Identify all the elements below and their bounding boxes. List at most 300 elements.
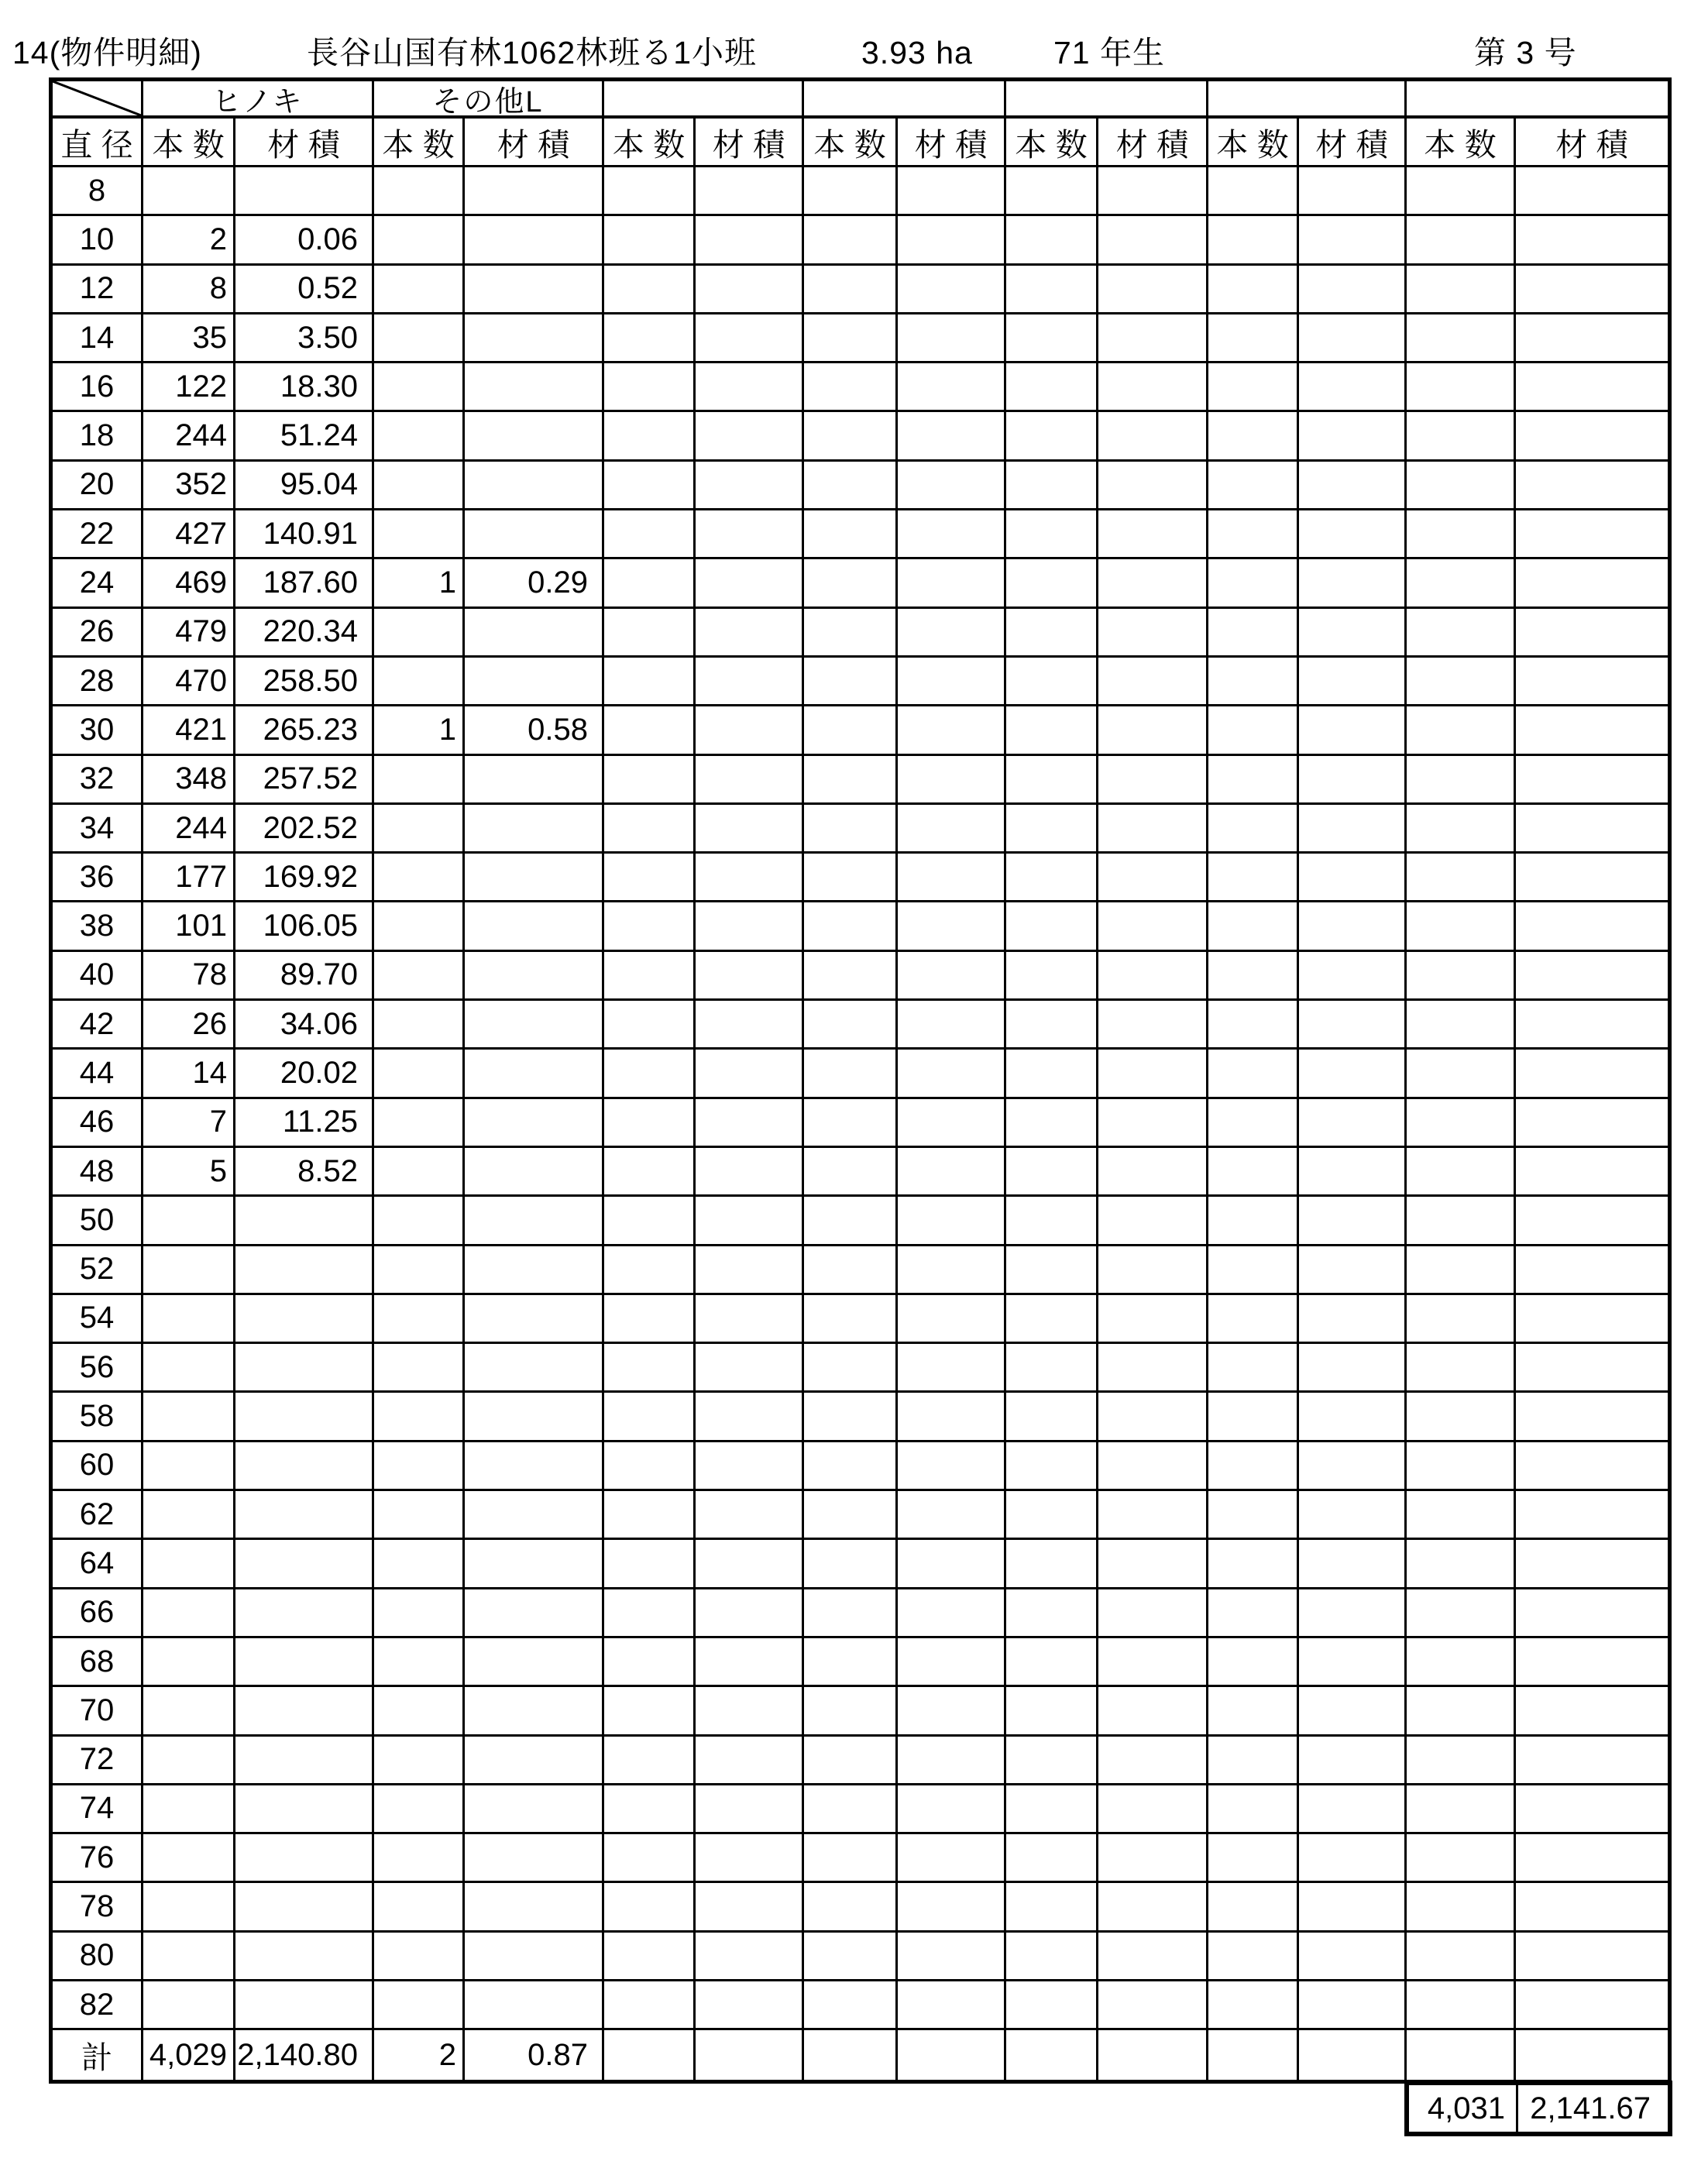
count-cell (1407, 805, 1516, 854)
volume-cell (1299, 559, 1407, 608)
diameter-cell: 38 (53, 902, 143, 951)
volume-cell (1299, 1933, 1407, 1981)
volume-column-header: 材 積 (1516, 119, 1668, 167)
volume-cell (696, 1050, 804, 1098)
diameter-cell: 22 (53, 510, 143, 559)
count-cell (1208, 1981, 1299, 2030)
count-cell: 35 (143, 314, 235, 363)
volume-cell (1098, 1737, 1208, 1785)
count-cell (143, 1883, 235, 1932)
count-cell (804, 1540, 898, 1589)
volume-cell (898, 1687, 1006, 1736)
diameter-cell: 74 (53, 1785, 143, 1834)
volume-cell (1299, 1001, 1407, 1050)
count-cell (374, 658, 465, 706)
count-cell (604, 658, 696, 706)
count-cell (604, 462, 696, 510)
count-cell (804, 1883, 898, 1932)
volume-cell: 11.25 (235, 1099, 374, 1148)
volume-cell (898, 216, 1006, 265)
volume-cell: 220.34 (235, 609, 374, 658)
count-cell (604, 510, 696, 559)
volume-cell (696, 1540, 804, 1589)
count-cell (804, 1099, 898, 1148)
volume-cell (1098, 412, 1208, 461)
volume-cell (898, 2030, 1006, 2080)
volume-cell (898, 952, 1006, 1001)
volume-cell (1516, 1540, 1668, 1589)
count-cell (1006, 216, 1098, 265)
count-cell (804, 952, 898, 1001)
count-cell (604, 2030, 696, 2080)
volume-cell (898, 1737, 1006, 1785)
species-group-header (1208, 81, 1407, 119)
count-cell (374, 1687, 465, 1736)
species-group-header (1006, 81, 1208, 119)
count-column-header: 本 数 (374, 119, 465, 167)
volume-cell (1098, 1785, 1208, 1834)
count-cell (604, 1344, 696, 1393)
count-cell (804, 363, 898, 412)
count-cell (1208, 1099, 1299, 1148)
volume-cell (1299, 902, 1407, 951)
volume-cell (1098, 1442, 1208, 1491)
count-column-header: 本 数 (1208, 119, 1299, 167)
count-cell (143, 1491, 235, 1540)
volume-cell (696, 1834, 804, 1883)
corner-diagonal-cell (53, 81, 143, 119)
volume-cell (1516, 462, 1668, 510)
count-cell (1407, 1638, 1516, 1687)
age-text: 71 年生 (1053, 35, 1165, 70)
volume-cell (235, 167, 374, 216)
count-cell (374, 1001, 465, 1050)
volume-cell (898, 1344, 1006, 1393)
count-cell (604, 952, 696, 1001)
count-cell (604, 1393, 696, 1442)
species-group-header: その他L (374, 81, 604, 119)
count-cell (143, 1933, 235, 1981)
count-cell (1407, 658, 1516, 706)
count-cell (1208, 1785, 1299, 1834)
volume-cell (1516, 854, 1668, 902)
count-cell (1006, 756, 1098, 805)
count-cell (804, 2030, 898, 2080)
volume-cell (898, 412, 1006, 461)
volume-cell (1516, 1785, 1668, 1834)
count-cell: 101 (143, 902, 235, 951)
volume-cell (1098, 462, 1208, 510)
volume-cell: 0.52 (235, 266, 374, 314)
diagonal-line-icon (53, 81, 141, 115)
count-cell (1006, 266, 1098, 314)
diameter-cell: 82 (53, 1981, 143, 2030)
volume-cell (898, 510, 1006, 559)
volume-cell (465, 1491, 604, 1540)
volume-cell: 34.06 (235, 1001, 374, 1050)
volume-cell (1098, 363, 1208, 412)
count-cell (1208, 1883, 1299, 1932)
volume-cell (235, 1933, 374, 1981)
volume-cell (696, 167, 804, 216)
count-cell (804, 1785, 898, 1834)
volume-cell (465, 756, 604, 805)
diameter-cell: 72 (53, 1737, 143, 1785)
count-cell (604, 1834, 696, 1883)
count-cell (1407, 314, 1516, 363)
volume-cell (235, 1540, 374, 1589)
volume-cell (465, 609, 604, 658)
count-cell (1006, 1491, 1098, 1540)
count-cell (374, 1295, 465, 1344)
count-cell (804, 1933, 898, 1981)
volume-cell: 140.91 (235, 510, 374, 559)
count-cell (604, 1246, 696, 1295)
count-cell (1407, 412, 1516, 461)
count-cell (1006, 1540, 1098, 1589)
volume-cell (1098, 1393, 1208, 1442)
count-cell (1006, 952, 1098, 1001)
count-cell (604, 412, 696, 461)
count-cell (604, 1491, 696, 1540)
volume-cell (1516, 1148, 1668, 1197)
count-cell (374, 1540, 465, 1589)
volume-cell: 95.04 (235, 462, 374, 510)
volume-cell (1516, 952, 1668, 1001)
diameter-cell: 62 (53, 1491, 143, 1540)
count-cell (604, 363, 696, 412)
volume-cell (696, 1295, 804, 1344)
count-cell (804, 510, 898, 559)
count-cell (804, 1393, 898, 1442)
volume-cell (465, 314, 604, 363)
volume-cell (1299, 1589, 1407, 1638)
count-cell (604, 1540, 696, 1589)
volume-cell (1516, 805, 1668, 854)
volume-cell (1516, 1099, 1668, 1148)
volume-cell (696, 658, 804, 706)
count-cell (1407, 266, 1516, 314)
volume-cell (1098, 266, 1208, 314)
count-cell (1006, 1442, 1098, 1491)
diameter-cell: 52 (53, 1246, 143, 1295)
count-cell (804, 1148, 898, 1197)
count-cell (1006, 1933, 1098, 1981)
volume-cell (1516, 412, 1668, 461)
count-cell (1006, 854, 1098, 902)
volume-cell (1098, 1883, 1208, 1932)
volume-cell (1299, 1834, 1407, 1883)
volume-cell: 0.87 (465, 2030, 604, 2080)
count-cell (374, 952, 465, 1001)
volume-cell (898, 756, 1006, 805)
volume-cell (465, 1540, 604, 1589)
volume-cell (1098, 952, 1208, 1001)
forest-title: 長谷山国有林1062林班る1小班 (307, 35, 758, 70)
volume-cell (1516, 363, 1668, 412)
count-cell (374, 510, 465, 559)
count-cell (1208, 805, 1299, 854)
volume-column-header: 材 積 (465, 119, 604, 167)
count-cell (804, 559, 898, 608)
count-cell (804, 1981, 898, 2030)
volume-cell (696, 2030, 804, 2080)
count-cell (1006, 1246, 1098, 1295)
count-cell (1006, 609, 1098, 658)
count-cell (1208, 363, 1299, 412)
count-cell (374, 609, 465, 658)
volume-cell (1299, 1638, 1407, 1687)
count-cell (804, 167, 898, 216)
volume-cell (465, 1883, 604, 1932)
volume-cell (1299, 462, 1407, 510)
count-cell (1208, 412, 1299, 461)
volume-cell (898, 1197, 1006, 1246)
volume-cell (898, 1834, 1006, 1883)
diameter-cell: 18 (53, 412, 143, 461)
count-cell (1407, 1737, 1516, 1785)
diameter-cell: 50 (53, 1197, 143, 1246)
volume-cell (1299, 854, 1407, 902)
count-cell (604, 1883, 696, 1932)
volume-cell (1516, 658, 1668, 706)
count-cell (1006, 1638, 1098, 1687)
count-cell (804, 756, 898, 805)
count-cell (1208, 658, 1299, 706)
count-cell (604, 1148, 696, 1197)
volume-cell (235, 1883, 374, 1932)
count-cell (374, 1344, 465, 1393)
volume-cell (235, 1393, 374, 1442)
diameter-cell: 34 (53, 805, 143, 854)
volume-cell (465, 1687, 604, 1736)
grand-total-count: 4,031 (1409, 2085, 1518, 2132)
volume-cell (1516, 756, 1668, 805)
volume-cell (1098, 902, 1208, 951)
volume-cell (1516, 1246, 1668, 1295)
count-cell (1208, 1442, 1299, 1491)
count-cell (374, 756, 465, 805)
count-cell (804, 1834, 898, 1883)
volume-cell (1516, 1883, 1668, 1932)
volume-cell (465, 902, 604, 951)
volume-cell (696, 1001, 804, 1050)
count-cell (804, 1001, 898, 1050)
count-cell (374, 1737, 465, 1785)
count-cell (1407, 216, 1516, 265)
volume-cell (898, 1981, 1006, 2030)
count-cell (1006, 1148, 1098, 1197)
diameter-cell: 14 (53, 314, 143, 363)
count-cell (143, 1638, 235, 1687)
count-cell (1407, 1883, 1516, 1932)
volume-cell (1098, 1099, 1208, 1148)
count-cell: 348 (143, 756, 235, 805)
count-cell (1407, 854, 1516, 902)
volume-cell (696, 266, 804, 314)
volume-cell (1299, 266, 1407, 314)
count-cell: 470 (143, 658, 235, 706)
count-cell (1006, 363, 1098, 412)
count-cell (1208, 559, 1299, 608)
volume-cell (1516, 1442, 1668, 1491)
volume-cell: 3.50 (235, 314, 374, 363)
volume-cell (465, 1393, 604, 1442)
count-cell (604, 902, 696, 951)
count-cell (804, 805, 898, 854)
volume-cell (1516, 1737, 1668, 1785)
volume-cell (898, 1246, 1006, 1295)
volume-cell (898, 1050, 1006, 1098)
volume-cell (235, 1491, 374, 1540)
count-cell (1407, 2030, 1516, 2080)
count-cell (1006, 1883, 1098, 1932)
count-cell (1407, 363, 1516, 412)
volume-cell: 8.52 (235, 1148, 374, 1197)
volume-cell (696, 1344, 804, 1393)
count-cell (1006, 412, 1098, 461)
volume-cell (1299, 1295, 1407, 1344)
volume-cell (1516, 1295, 1668, 1344)
diameter-cell: 42 (53, 1001, 143, 1050)
count-cell (1006, 706, 1098, 755)
count-cell (1208, 1737, 1299, 1785)
count-cell (804, 854, 898, 902)
count-cell (1006, 1785, 1098, 1834)
count-cell (1006, 1589, 1098, 1638)
count-cell (374, 1197, 465, 1246)
volume-cell (465, 1246, 604, 1295)
count-cell (1006, 1687, 1098, 1736)
count-cell (1006, 658, 1098, 706)
volume-cell (235, 1344, 374, 1393)
volume-cell (465, 1638, 604, 1687)
volume-cell (1299, 1442, 1407, 1491)
count-cell (1208, 314, 1299, 363)
volume-cell (465, 1099, 604, 1148)
diameter-cell: 40 (53, 952, 143, 1001)
volume-cell (898, 1148, 1006, 1197)
volume-cell (465, 412, 604, 461)
volume-cell (696, 1737, 804, 1785)
count-cell (1208, 2030, 1299, 2080)
count-cell (143, 1785, 235, 1834)
count-cell: 421 (143, 706, 235, 755)
species-group-header: ヒノキ (143, 81, 374, 119)
volume-cell (235, 1442, 374, 1491)
count-cell (1208, 1393, 1299, 1442)
diameter-column-header: 直 径 (53, 119, 143, 167)
count-cell (374, 1491, 465, 1540)
volume-cell (1516, 1687, 1668, 1736)
count-cell (604, 706, 696, 755)
volume-column-header: 材 積 (1299, 119, 1407, 167)
count-cell: 8 (143, 266, 235, 314)
volume-cell (898, 1638, 1006, 1687)
count-cell: 7 (143, 1099, 235, 1148)
volume-cell (696, 902, 804, 951)
volume-cell (898, 314, 1006, 363)
count-cell (804, 1638, 898, 1687)
count-cell (604, 1687, 696, 1736)
volume-cell (1098, 854, 1208, 902)
count-cell (1208, 609, 1299, 658)
count-cell (604, 167, 696, 216)
volume-cell (1299, 216, 1407, 265)
volume-cell (1299, 1246, 1407, 1295)
volume-cell (1098, 167, 1208, 216)
count-cell: 14 (143, 1050, 235, 1098)
count-cell (374, 167, 465, 216)
volume-cell (1299, 1344, 1407, 1393)
volume-cell (465, 952, 604, 1001)
count-cell: 78 (143, 952, 235, 1001)
count-cell: 122 (143, 363, 235, 412)
count-cell (374, 1834, 465, 1883)
count-cell (604, 805, 696, 854)
volume-cell: 265.23 (235, 706, 374, 755)
volume-cell (1299, 314, 1407, 363)
count-cell (1208, 1491, 1299, 1540)
volume-cell: 0.29 (465, 559, 604, 608)
volume-cell (898, 609, 1006, 658)
count-cell (1407, 1442, 1516, 1491)
count-cell (1208, 1344, 1299, 1393)
volume-column-header: 材 積 (235, 119, 374, 167)
volume-cell (696, 1491, 804, 1540)
diameter-cell: 48 (53, 1148, 143, 1197)
count-cell (1208, 1050, 1299, 1098)
volume-cell (465, 216, 604, 265)
count-cell (1006, 1001, 1098, 1050)
volume-cell (696, 1589, 804, 1638)
count-cell (1006, 510, 1098, 559)
count-cell (804, 1589, 898, 1638)
count-cell (604, 854, 696, 902)
volume-cell (696, 462, 804, 510)
count-cell (1006, 1393, 1098, 1442)
volume-cell (1098, 756, 1208, 805)
volume-cell: 0.58 (465, 706, 604, 755)
volume-cell: 89.70 (235, 952, 374, 1001)
diameter-cell: 30 (53, 706, 143, 755)
volume-cell (1516, 167, 1668, 216)
count-cell (1006, 559, 1098, 608)
count-cell (143, 1540, 235, 1589)
volume-cell (1516, 1050, 1668, 1098)
count-cell (1208, 1589, 1299, 1638)
count-cell (604, 1001, 696, 1050)
volume-cell (696, 1638, 804, 1687)
count-cell (374, 314, 465, 363)
volume-cell (1299, 2030, 1407, 2080)
diameter-cell: 36 (53, 854, 143, 902)
count-cell (1006, 1197, 1098, 1246)
volume-cell (465, 1344, 604, 1393)
count-cell (1208, 902, 1299, 951)
volume-cell (1098, 1638, 1208, 1687)
diameter-cell: 32 (53, 756, 143, 805)
count-cell (1006, 1099, 1098, 1148)
volume-cell (1098, 1687, 1208, 1736)
volume-cell: 51.24 (235, 412, 374, 461)
count-cell (143, 1295, 235, 1344)
volume-cell (465, 1737, 604, 1785)
volume-cell (465, 1197, 604, 1246)
count-cell (143, 1246, 235, 1295)
count-cell (804, 314, 898, 363)
volume-cell (696, 706, 804, 755)
